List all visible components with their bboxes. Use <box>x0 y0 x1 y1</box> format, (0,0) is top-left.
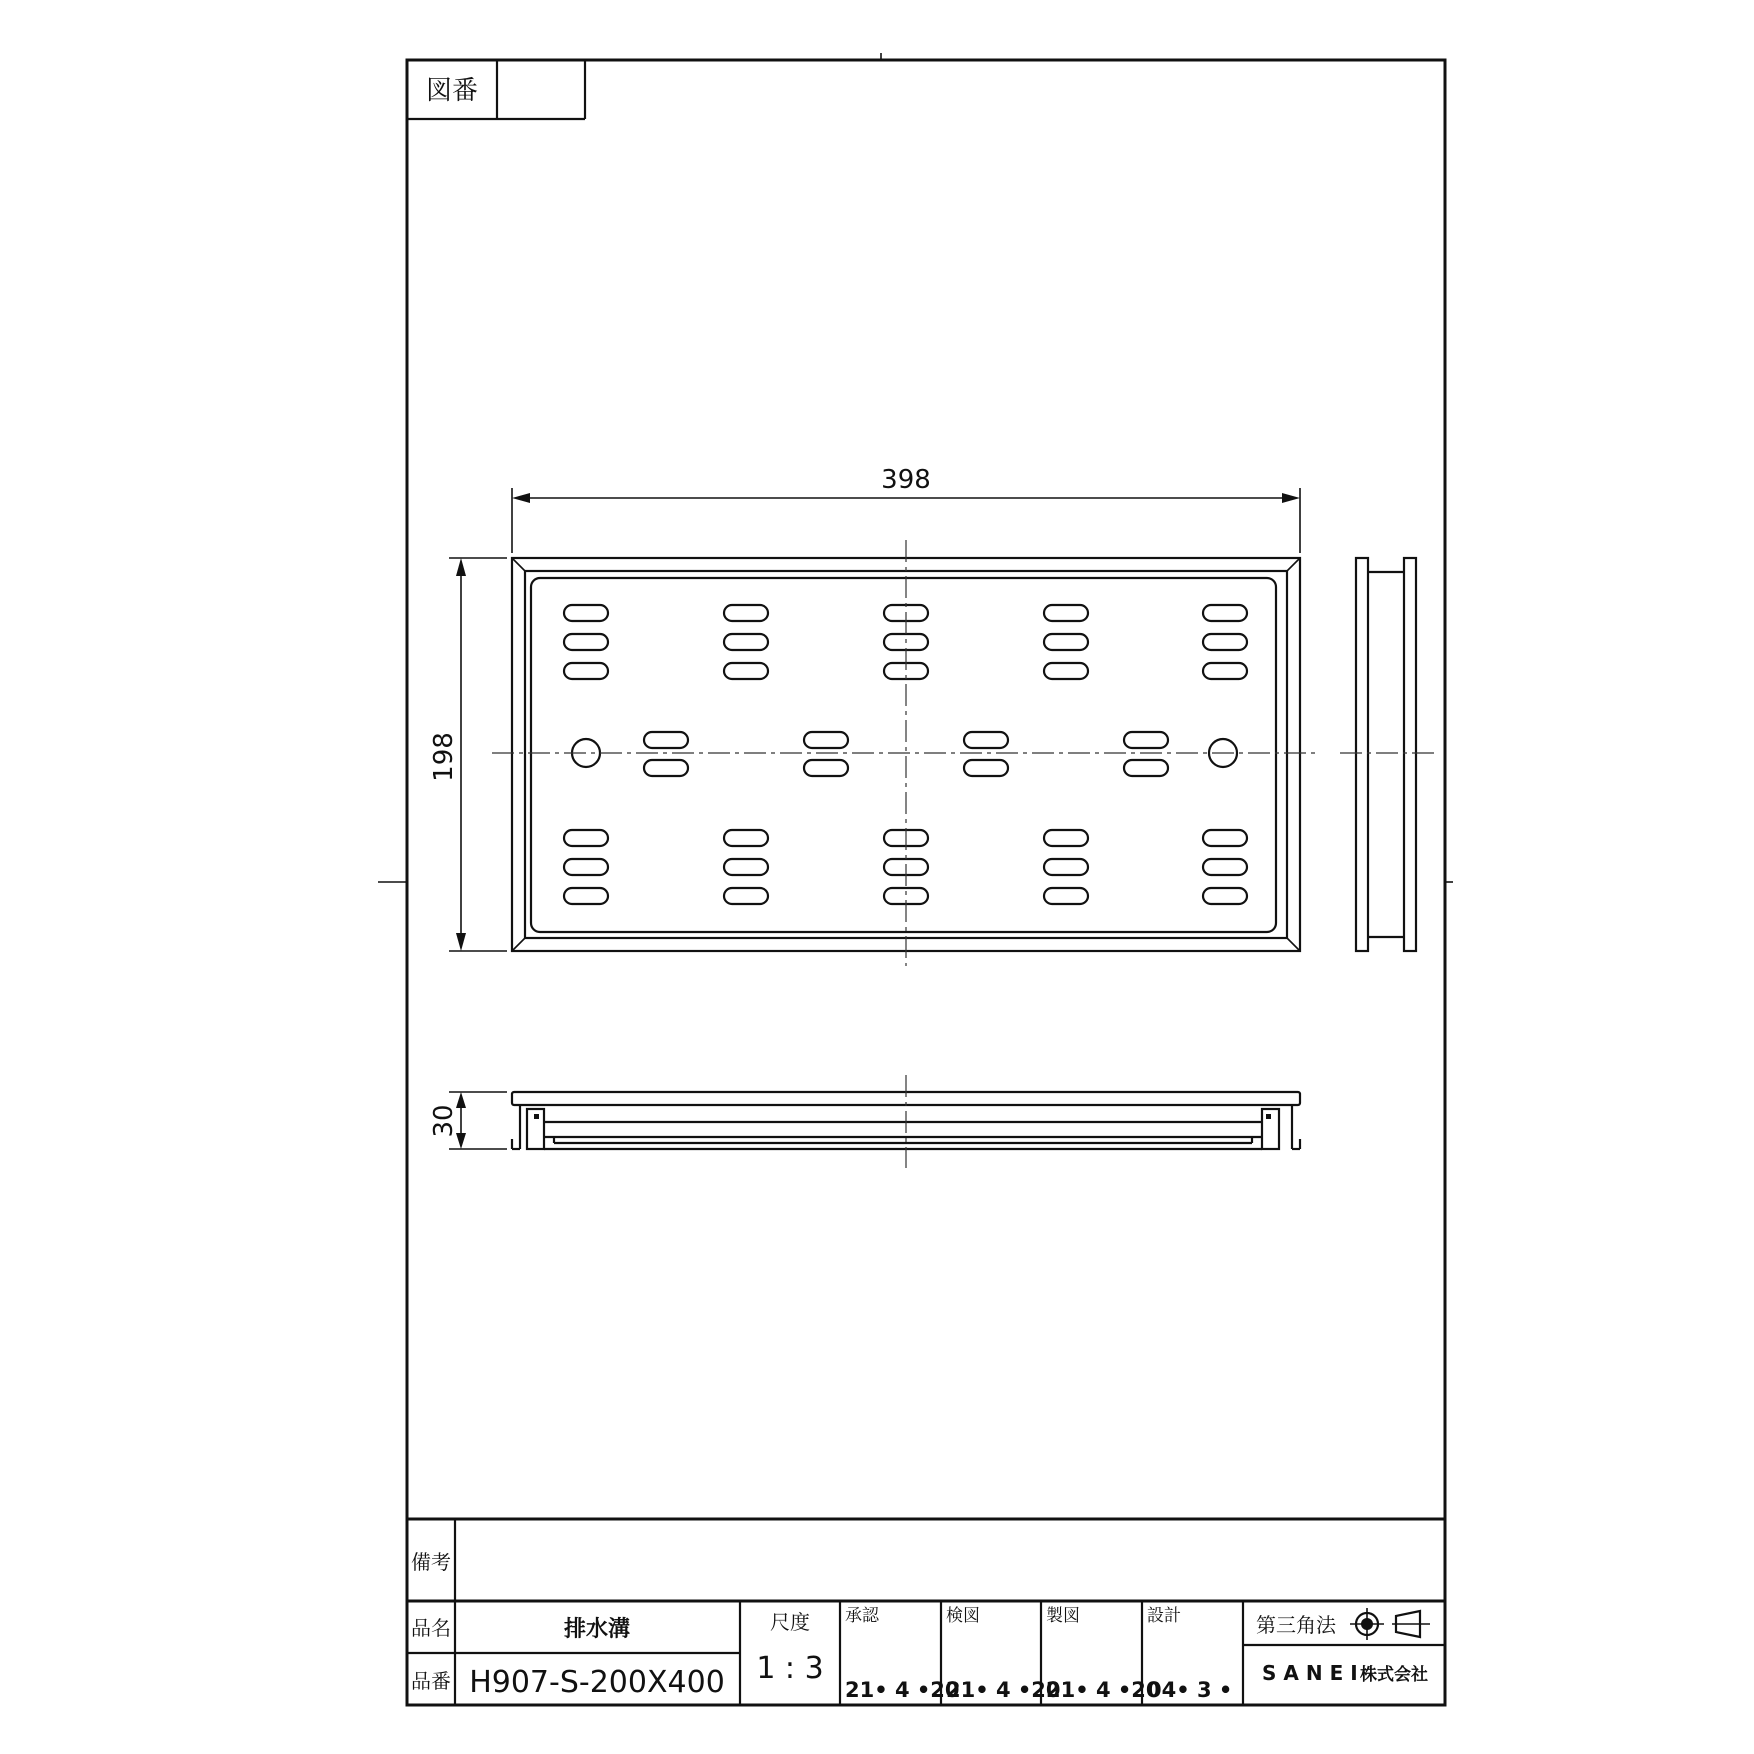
drain-slot <box>804 732 848 748</box>
drain-slot <box>1203 634 1247 650</box>
width-dimension <box>512 465 1300 553</box>
drain-slot <box>564 605 608 621</box>
drain-slot <box>1203 830 1247 846</box>
drain-slot <box>724 605 768 621</box>
drain-slot <box>804 760 848 776</box>
depth-dimension-value: 30 <box>429 1104 459 1138</box>
company-suffix: 株式会社 <box>1360 1665 1428 1685</box>
drain-slot <box>1203 859 1247 875</box>
drain-slot <box>1124 760 1168 776</box>
drain-slot <box>964 760 1008 776</box>
design-date: 04• 3 • <box>1147 1678 1233 1702</box>
drain-slot <box>724 830 768 846</box>
drain-slot <box>564 830 608 846</box>
company-name: SANEI <box>1262 1661 1365 1685</box>
drain-slot <box>724 859 768 875</box>
drain-slot <box>1044 859 1088 875</box>
product-name: 排水溝 <box>563 1617 631 1642</box>
draft-label: 製図 <box>1046 1606 1080 1626</box>
product-no-label: 品番 <box>411 1669 451 1693</box>
design-label: 設計 <box>1147 1606 1181 1626</box>
drain-slot <box>564 634 608 650</box>
product-name-label: 品名 <box>411 1616 451 1640</box>
third-angle-projection-icon <box>1350 1608 1430 1640</box>
depth-dimension <box>429 1092 507 1149</box>
drain-slot <box>724 888 768 904</box>
drain-slot <box>1044 888 1088 904</box>
drain-slot <box>564 888 608 904</box>
remarks-label: 備考 <box>411 1550 451 1574</box>
drain-slot <box>1203 888 1247 904</box>
drain-slot <box>1044 830 1088 846</box>
draft-date: 21• 4 •20 <box>1046 1678 1161 1702</box>
drain-slot <box>724 663 768 679</box>
drain-slot <box>1044 663 1088 679</box>
drain-slot <box>564 663 608 679</box>
drain-slot <box>1044 605 1088 621</box>
check-date: 21• 4 •20 <box>946 1678 1061 1702</box>
approval-label: 承認 <box>845 1606 879 1626</box>
drain-slot <box>644 732 688 748</box>
drain-slot <box>1044 634 1088 650</box>
projection-label: 第三角法 <box>1256 1613 1336 1637</box>
drain-slot <box>644 760 688 776</box>
drain-slot <box>964 732 1008 748</box>
approval-date: 21• 4 •20 <box>845 1678 960 1702</box>
scale-label: 尺度 <box>770 1610 810 1634</box>
drain-slot <box>1124 732 1168 748</box>
drawing-number-box <box>407 60 585 119</box>
drain-slot <box>724 634 768 650</box>
product-no: H907-S-200X400 <box>469 1665 725 1700</box>
drawing-no-label: 図番 <box>425 76 479 106</box>
check-label: 検図 <box>946 1606 980 1626</box>
top-view <box>492 540 1318 966</box>
height-dimension-value: 198 <box>429 732 459 782</box>
width-dimension-value: 398 <box>881 465 931 495</box>
drain-slot <box>564 859 608 875</box>
front-view <box>512 1075 1300 1168</box>
drain-slot <box>1203 663 1247 679</box>
plate-panel <box>531 578 1276 932</box>
scale-value: 1 : 3 <box>756 1651 824 1686</box>
height-dimension <box>429 558 507 951</box>
side-view <box>1340 558 1435 951</box>
title-block <box>407 1519 1445 1705</box>
drain-slot <box>1203 605 1247 621</box>
sheet-border <box>407 60 1445 1705</box>
